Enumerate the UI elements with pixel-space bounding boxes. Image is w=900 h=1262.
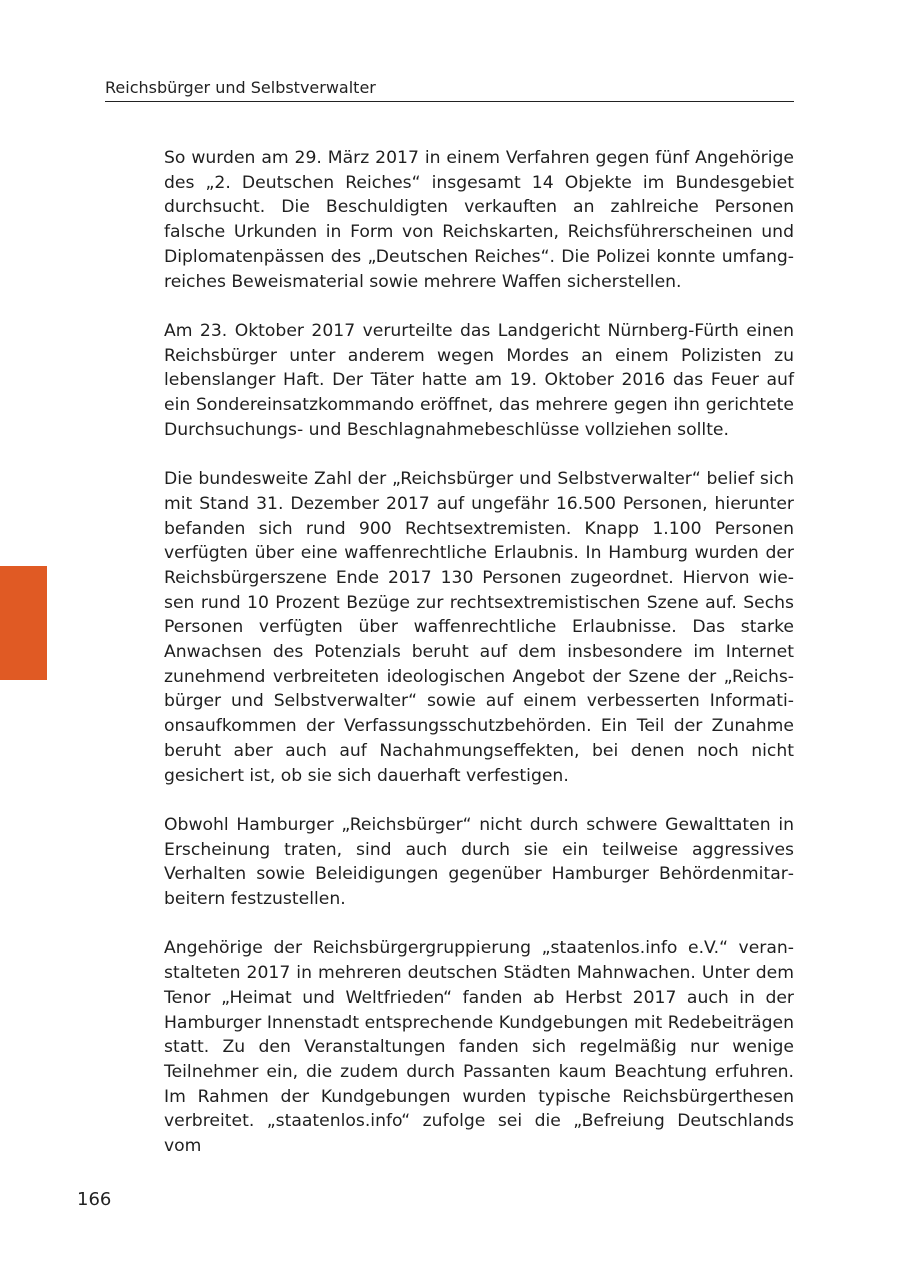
paragraph: Am 23. Oktober 2017 verurteilte das Landgericht Nürnberg-Fürth einen Reichsbürger unter anderem wegen Mordes an einem Polizisten zu lebenslanger Haft. Der Täter hatte am 19. Oktober 2016 das Feuer auf ein Sondereinsatzkommando eröffnet, das mehrere gegen ihn gerichtete Durchsuchungs- und Beschlagnahmebeschlüsse vollziehen sollte.: [164, 320, 794, 440]
paragraph: Obwohl Hamburger „Reichsbürger“ nicht durch schwere Gewalttaten in Erscheinung traten, sind auch durch sie ein teilweise aggressives Verhalten sowie Beleidigungen gegenüber Hamburger Behördenmitarbeitern festzustellen.: [164, 814, 794, 910]
paragraph: Die bundesweite Zahl der „Reichsbürger und Selbstverwalter“ belief sich mit Stand 31. Dezember 2017 auf ungefähr 16.500 Personen, hierunter befanden sich rund 900 Rechtsextremisten. Knapp 1.100 Personen verfügten über eine waffenrechtliche Erlaubnis. In Hamburg wurden der Reichsbürgerszene Ende 2017 130 Personen zugeordnet. Hiervon wiesen rund 10 Prozent Bezüge zur rechtsextremistischen Szene auf. Sechs Personen verfügten über waffenrechtliche Erlaubnisse. Das starke Anwachsen des Potenzials beruht auf dem insbesondere im Internet zunehmend verbreiteten ideologischen Angebot der Szene der „Reichsbürger und Selbstverwalter“ sowie auf einem verbesserten Informationsaufkommen der Verfassungsschutzbehörden. Ein Teil der Zunahme beruht aber auch auf Nachahmungseffekten, bei denen noch nicht gesichert ist, ob sie sich dauerhaft verfestigen.: [164, 469, 794, 786]
paragraph: So wurden am 29. März 2017 in einem Verfahren gegen fünf Angehörige des „2. Deutschen Reiches“ insgesamt 14 Objekte im Bundesgebiet durchsucht. Die Beschuldigten verkauften an zahlreiche Personen falsche Urkunden in Form von Reichskarten, Reichsführerscheinen und Diplomatenpässen des „Deutschen Reiches“. Die Polizei konnte umfangreiches Beweismaterial sowie mehrere Waffen sicherstellen.: [164, 148, 794, 292]
chapter-color-tab: [0, 566, 47, 680]
running-header: Reichsbürger und Selbstverwalter: [105, 78, 794, 102]
paragraph: Angehörige der Reichsbürgergruppierung „staatenlos.info e.V.“ veranstalteten 2017 in mehreren deutschen Städten Mahnwachen. Unter dem Tenor „Heimat und Weltfrieden“ fanden ab Herbst 2017 auch in der Hamburger Innenstadt entsprechende Kundgebungen mit Redebeiträgen statt. Zu den Veranstaltungen fanden sich regelmäßig nur wenige Teilnehmer ein, die zudem durch Passanten kaum Beachtung erfuhren. Im Rahmen der Kundgebungen wurden typische Reichsbürgerthesen verbreitet. „staatenlos.info“ zufolge sei die „Befreiung Deutschlands vom: [164, 938, 794, 1157]
page-number: 166: [77, 1189, 112, 1210]
body-text: [164, 146, 794, 1183]
